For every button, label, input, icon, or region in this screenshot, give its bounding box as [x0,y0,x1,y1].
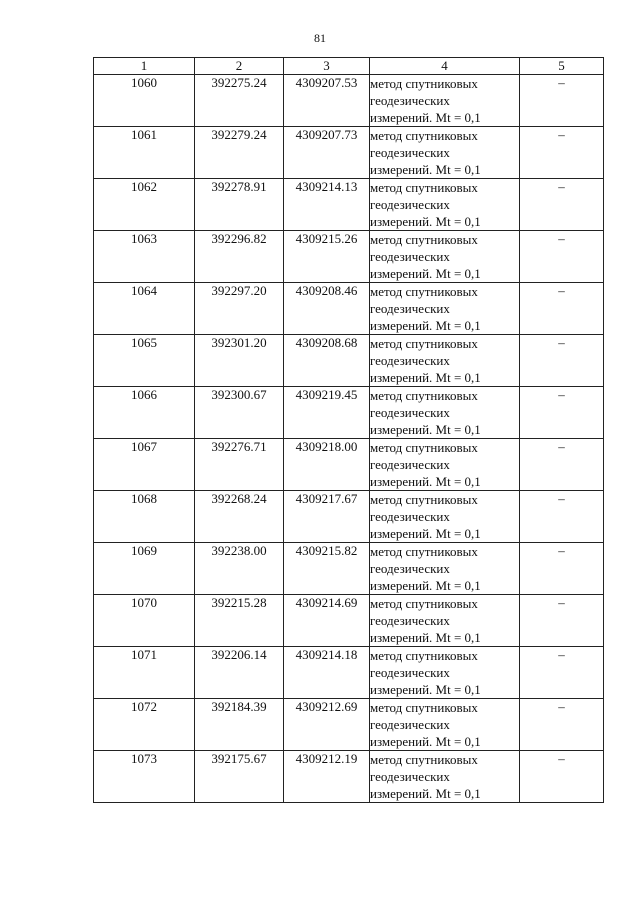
table-row [94,491,604,543]
method-line-1: метод спутниковых [370,76,478,91]
method-line-2: геодезических [370,613,450,628]
method-line-1: метод спутниковых [370,388,478,403]
method-line-2: геодезических [370,93,450,108]
x-coordinate-cell: 392301.20 [195,335,284,387]
y-coordinate-cell: 4309214.69 [284,595,370,647]
description-cell: – [520,335,604,387]
point-number-cell: 1062 [94,179,195,231]
description-cell: – [520,387,604,439]
x-coordinate-cell: 392268.24 [195,491,284,543]
y-coordinate-cell: 4309212.69 [284,699,370,751]
table-row [94,127,604,179]
method-cell [370,491,520,543]
method-line-2: геодезических [370,509,450,524]
table-row [94,751,604,803]
table-row [94,75,604,127]
table-row [94,699,604,751]
x-coordinate-cell: 392297.20 [195,283,284,335]
method-line-1: метод спутниковых [370,180,478,195]
column-header-2: 2 [195,58,284,75]
method-cell [370,699,520,751]
method-line-3: измерений. Mt = 0,1 [370,318,481,333]
page-number: 81 [314,31,326,45]
point-number-cell: 1067 [94,439,195,491]
x-coordinate-cell: 392175.67 [195,751,284,803]
y-coordinate-cell: 4309217.67 [284,491,370,543]
table-row [94,283,604,335]
x-coordinate-cell: 392238.00 [195,543,284,595]
column-header-4: 4 [370,58,520,75]
table-row [94,439,604,491]
method-line-1: метод спутниковых [370,128,478,143]
method-line-1: метод спутниковых [370,492,478,507]
x-coordinate-cell: 392275.24 [195,75,284,127]
description-cell: – [520,543,604,595]
method-line-3: измерений. Mt = 0,1 [370,110,481,125]
point-number-cell: 1070 [94,595,195,647]
coordinates-table [93,57,604,803]
method-cell [370,335,520,387]
description-cell: – [520,647,604,699]
x-coordinate-cell: 392206.14 [195,647,284,699]
description-cell: – [520,439,604,491]
x-coordinate-cell: 392215.28 [195,595,284,647]
method-line-3: измерений. Mt = 0,1 [370,422,481,437]
point-number-cell: 1071 [94,647,195,699]
method-line-2: геодезических [370,405,450,420]
method-line-2: геодезических [370,249,450,264]
description-cell: – [520,491,604,543]
method-cell [370,439,520,491]
y-coordinate-cell: 4309208.46 [284,283,370,335]
y-coordinate-cell: 4309207.53 [284,75,370,127]
method-cell [370,231,520,283]
description-cell: – [520,595,604,647]
method-line-2: геодезических [370,717,450,732]
column-header-1: 1 [94,58,195,75]
y-coordinate-cell: 4309214.18 [284,647,370,699]
method-line-1: метод спутниковых [370,648,478,663]
y-coordinate-cell: 4309208.68 [284,335,370,387]
method-line-3: измерений. Mt = 0,1 [370,370,481,385]
point-number-cell: 1060 [94,75,195,127]
column-header-3: 3 [284,58,370,75]
description-cell: – [520,699,604,751]
description-cell: – [520,127,604,179]
method-line-3: измерений. Mt = 0,1 [370,214,481,229]
method-line-3: измерений. Mt = 0,1 [370,578,481,593]
method-cell [370,543,520,595]
x-coordinate-cell: 392184.39 [195,699,284,751]
method-line-1: метод спутниковых [370,700,478,715]
method-cell [370,179,520,231]
description-cell: – [520,283,604,335]
method-line-3: измерений. Mt = 0,1 [370,734,481,749]
method-line-1: метод спутниковых [370,544,478,559]
method-line-2: геодезических [370,197,450,212]
method-line-1: метод спутниковых [370,336,478,351]
method-line-2: геодезических [370,145,450,160]
x-coordinate-cell: 392276.71 [195,439,284,491]
method-line-3: измерений. Mt = 0,1 [370,474,481,489]
table-row [94,179,604,231]
method-cell [370,751,520,803]
method-line-1: метод спутниковых [370,752,478,767]
table-header-row [94,58,604,75]
method-line-1: метод спутниковых [370,284,478,299]
y-coordinate-cell: 4309215.82 [284,543,370,595]
method-cell [370,127,520,179]
y-coordinate-cell: 4309218.00 [284,439,370,491]
point-number-cell: 1069 [94,543,195,595]
point-number-cell: 1066 [94,387,195,439]
method-cell [370,595,520,647]
y-coordinate-cell: 4309212.19 [284,751,370,803]
method-line-3: измерений. Mt = 0,1 [370,162,481,177]
table-row [94,231,604,283]
description-cell: – [520,751,604,803]
point-number-cell: 1073 [94,751,195,803]
method-line-2: геодезических [370,353,450,368]
table-row [94,595,604,647]
description-cell: – [520,179,604,231]
y-coordinate-cell: 4309219.45 [284,387,370,439]
y-coordinate-cell: 4309215.26 [284,231,370,283]
table-row [94,335,604,387]
method-cell [370,75,520,127]
method-line-3: измерений. Mt = 0,1 [370,266,481,281]
method-line-1: метод спутниковых [370,232,478,247]
point-number-cell: 1068 [94,491,195,543]
table-row [94,543,604,595]
description-cell: – [520,75,604,127]
point-number-cell: 1065 [94,335,195,387]
x-coordinate-cell: 392296.82 [195,231,284,283]
method-line-2: геодезических [370,665,450,680]
x-coordinate-cell: 392279.24 [195,127,284,179]
method-line-2: геодезических [370,301,450,316]
point-number-cell: 1072 [94,699,195,751]
method-line-2: геодезических [370,769,450,784]
x-coordinate-cell: 392300.67 [195,387,284,439]
method-line-1: метод спутниковых [370,596,478,611]
point-number-cell: 1064 [94,283,195,335]
method-line-1: метод спутниковых [370,440,478,455]
point-number-cell: 1063 [94,231,195,283]
method-line-3: измерений. Mt = 0,1 [370,682,481,697]
method-line-2: геодезических [370,561,450,576]
method-line-3: измерений. Mt = 0,1 [370,786,481,801]
table-body [94,75,604,803]
method-line-3: измерений. Mt = 0,1 [370,630,481,645]
x-coordinate-cell: 392278.91 [195,179,284,231]
y-coordinate-cell: 4309214.13 [284,179,370,231]
table-row [94,647,604,699]
method-line-2: геодезических [370,457,450,472]
point-number-cell: 1061 [94,127,195,179]
method-cell [370,283,520,335]
table-row [94,387,604,439]
method-line-3: измерений. Mt = 0,1 [370,526,481,541]
description-cell: – [520,231,604,283]
y-coordinate-cell: 4309207.73 [284,127,370,179]
method-cell [370,387,520,439]
column-header-5: 5 [520,58,604,75]
method-cell [370,647,520,699]
